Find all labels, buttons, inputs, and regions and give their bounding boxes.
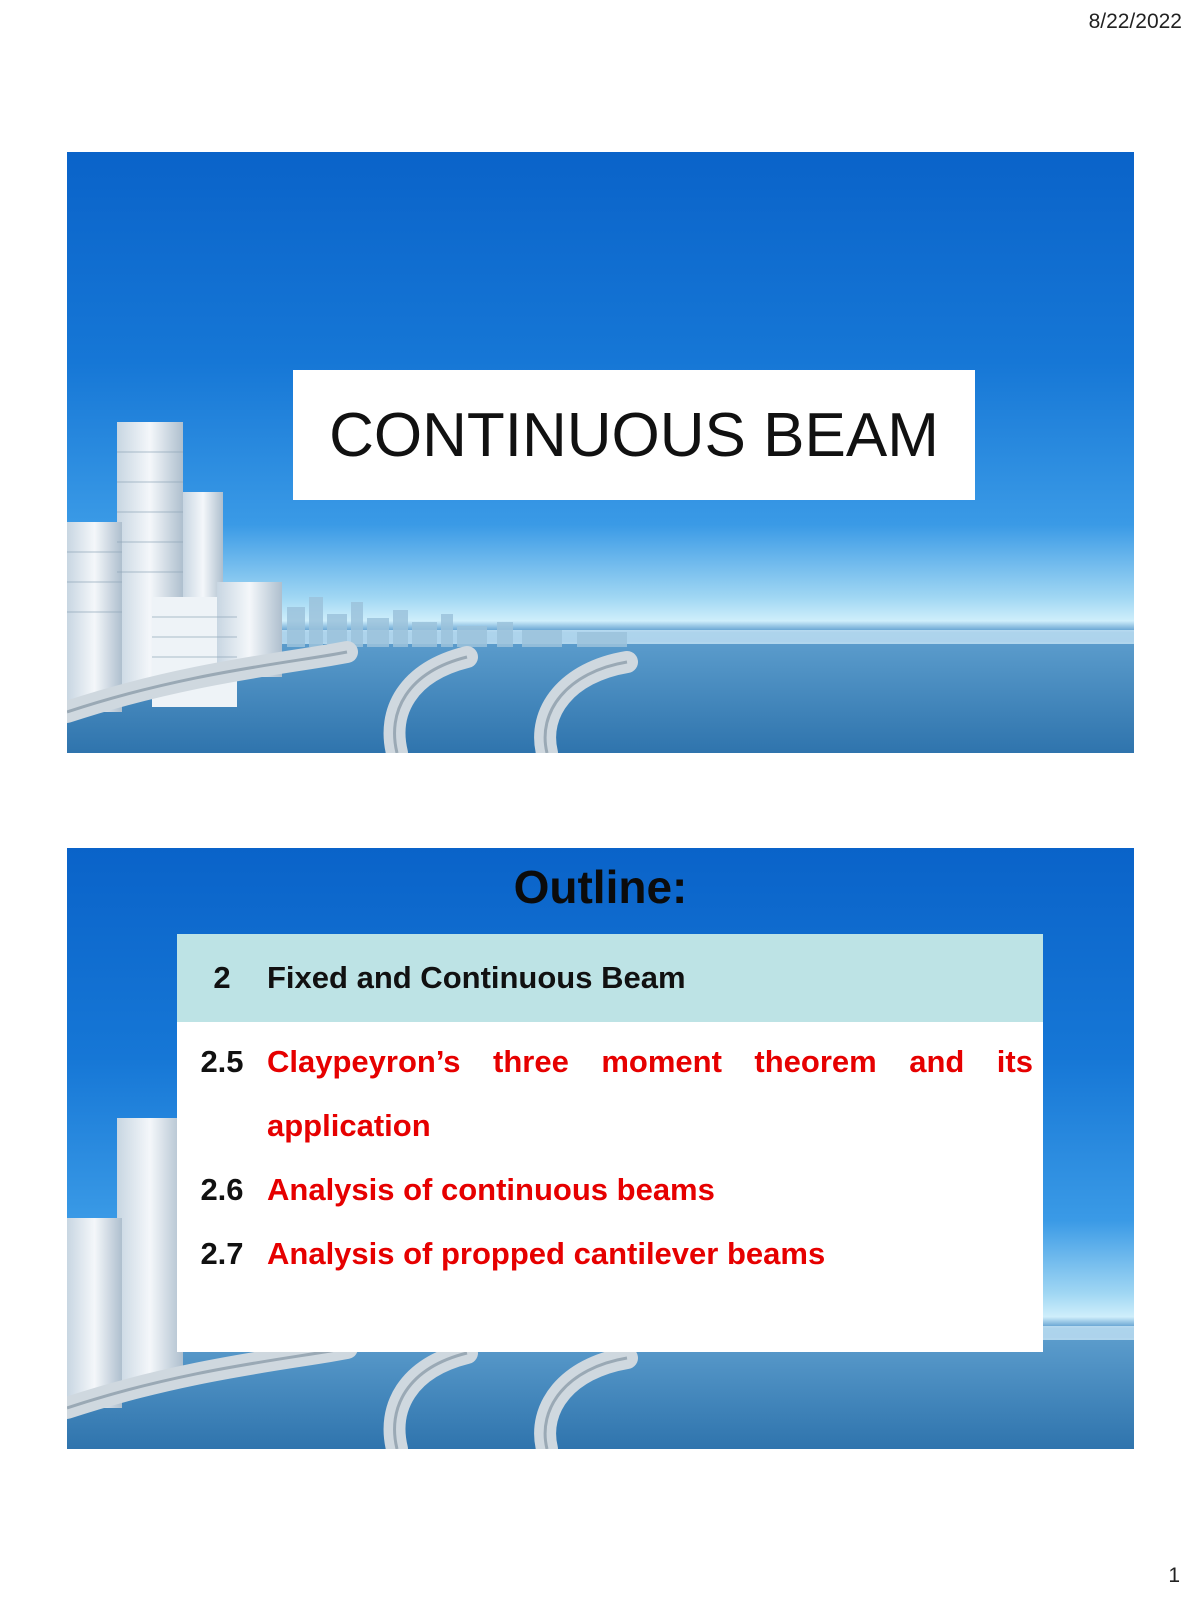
outline-item-number: 2.5	[200, 1044, 244, 1079]
slide-title	[67, 152, 1134, 753]
outline-item-number: 2.6	[200, 1172, 244, 1207]
page-number: 1	[1168, 1564, 1180, 1587]
outline-item-text: Analysis of continuous beams	[267, 1172, 715, 1207]
outline-section-header	[177, 934, 1043, 1022]
slide-outline	[67, 848, 1134, 1449]
outline-table	[177, 934, 1043, 1352]
title-box	[293, 370, 975, 500]
outline-item	[177, 1222, 1043, 1286]
outline-item	[177, 1030, 1043, 1158]
slide-title-text: CONTINUOUS BEAM	[329, 400, 939, 470]
outline-item-text: Analysis of propped cantilever beams	[267, 1236, 826, 1271]
section-number: 2	[213, 960, 231, 995]
page-date: 8/22/2022	[1088, 10, 1182, 33]
section-title: Fixed and Continuous Beam	[267, 960, 686, 995]
outline-item-text: Claypeyron’s three moment theorem and its application	[267, 1044, 1033, 1143]
outline-item	[177, 1158, 1043, 1222]
outline-item-number: 2.7	[200, 1236, 244, 1271]
outline-heading: Outline:	[513, 861, 688, 913]
